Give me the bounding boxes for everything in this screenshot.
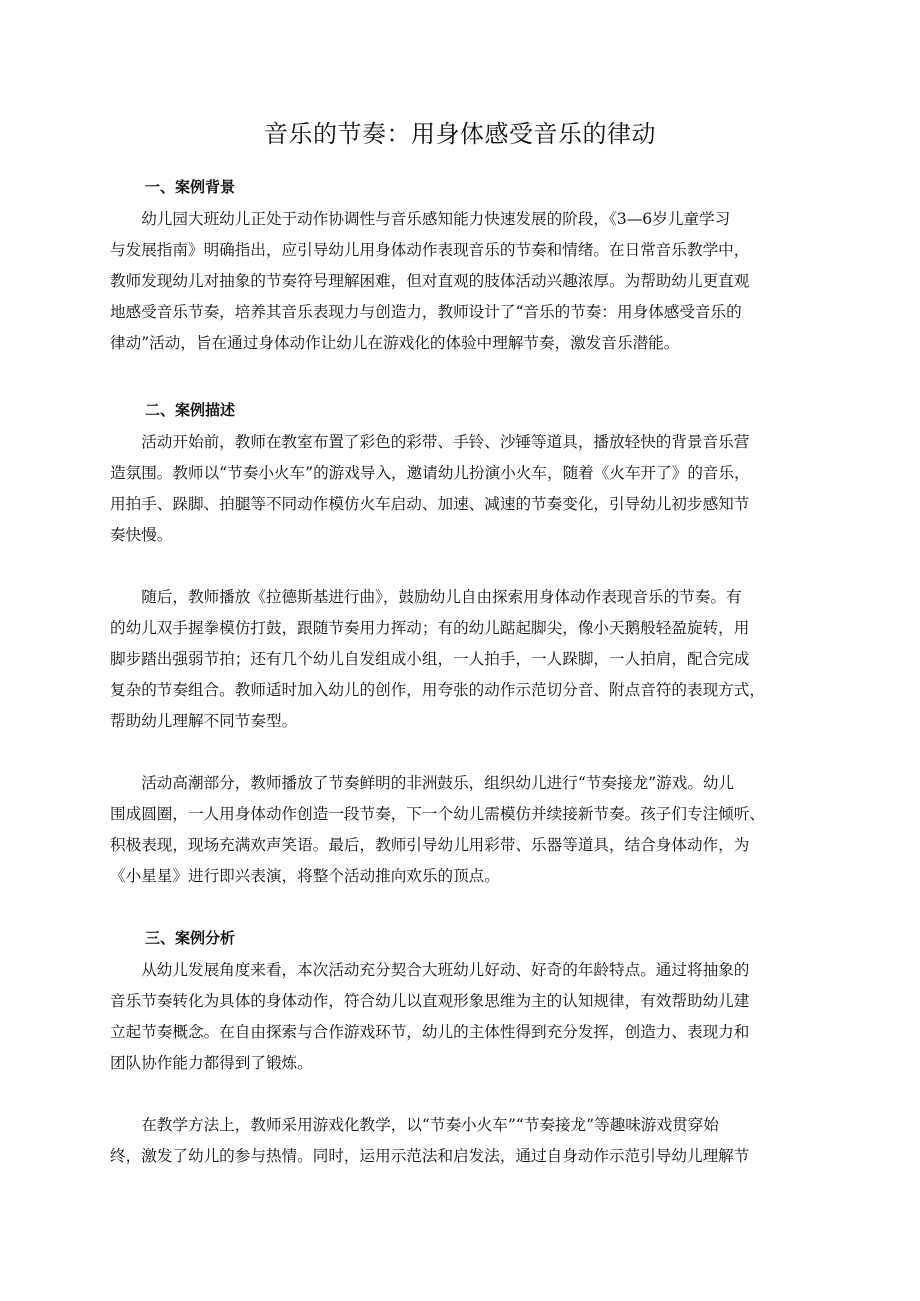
paragraph-analysis-2 [110, 1110, 810, 1172]
text-line: 立起节奏概念。在自由探索与合作游戏环节，幼儿的主体性得到充分发挥，创造力、表现力和 [110, 1023, 750, 1041]
text-line: 奏快慢。 [110, 526, 173, 544]
document-title: 音乐的节奏：用身体感受音乐的律动 [264, 120, 656, 148]
text-line: 用拍手、跺脚、拍腿等不同动作模仿火车启动、加速、减速的节奏变化，引导幼儿初步感知节 [110, 495, 750, 513]
text-line: 脚步踏出强弱节拍；还有几个幼儿自发组成小组，一人拍手，一人跺脚，一人拍肩，配合完成 [110, 650, 750, 668]
section-heading-analysis: 三、案例分析 [145, 929, 236, 947]
paragraph-description-2 [110, 582, 810, 737]
text-line: 造氛围。教师以“节奏小火车”的游戏导入，邀请幼儿扮演小火车，随着《火车开了》的音乐， [110, 464, 750, 482]
text-line: 从幼儿发展角度来看，本次活动充分契合大班幼儿好动、好奇的年龄特点。通过将抽象的 [141, 961, 750, 979]
paragraph-description-1 [110, 427, 810, 551]
text-line: 教师发现幼儿对抽象的节奏符号理解困难，但对直观的肢体活动兴趣浓厚。为帮助幼儿更直观 [110, 272, 750, 290]
section-heading-background: 一、案例背景 [145, 178, 236, 196]
section-heading-description: 二、案例描述 [145, 401, 236, 419]
text-line: 音乐节奏转化为具体的身体动作，符合幼儿以直观形象思维为主的认知规律，有效帮助幼儿建 [110, 992, 750, 1010]
paragraph-background [110, 204, 810, 359]
text-line: 幼儿园大班幼儿正处于动作协调性与音乐感知能力快速发展的阶段，《3—6岁儿童学习 [141, 210, 731, 228]
text-line: 活动开始前，教师在教室布置了彩色的彩带、手铃、沙锤等道具，播放轻快的背景音乐营 [141, 433, 750, 451]
text-line: 终，激发了幼儿的参与热情。同时，运用示范法和启发法，通过自身动作示范引导幼儿理解节 [110, 1147, 750, 1165]
text-line: 随后，教师播放《拉德斯基进行曲》，鼓励幼儿自由探索用身体动作表现音乐的节奏。有 [141, 588, 742, 606]
text-line: 围成圆圈，一人用身体动作创造一段节奏，下一个幼儿需模仿并续接新节奏。孩子们专注倾听、 [110, 805, 765, 823]
text-line: 的幼儿双手握拳模仿打鼓，跟随节奏用力挥动；有的幼儿踮起脚尖，像小天鹅般轻盈旋转，用 [110, 619, 750, 637]
text-line: 律动”活动，旨在通过身体动作让幼儿在游戏化的体验中理解节奏，激发音乐潜能。 [110, 334, 680, 352]
text-line: 积极表现，现场充满欢声笑语。最后，教师引导幼儿用彩带、乐器等道具，结合身体动作，为 [110, 836, 750, 854]
text-line: 地感受音乐节奏，培养其音乐表现力与创造力，教师设计了“音乐的节奏：用身体感受音乐的 [110, 303, 742, 321]
text-line: 活动高潮部分，教师播放了节奏鲜明的非洲鼓乐，组织幼儿进行“节奏接龙”游戏。幼儿 [141, 774, 735, 792]
text-line: 团队协作能力都得到了锻炼。 [110, 1054, 313, 1072]
paragraph-analysis-1 [110, 955, 810, 1079]
text-line: 复杂的节奏组合。教师适时加入幼儿的创作，用夸张的动作示范切分音、附点音符的表现方式， [110, 681, 765, 699]
text-line: 与发展指南》明确指出，应引导幼儿用身体动作表现音乐的节奏和情绪。在日常音乐教学中， [110, 241, 750, 259]
text-line: 帮助幼儿理解不同节奏型。 [110, 712, 298, 730]
text-line: 《小星星》进行即兴表演，将整个活动推向欢乐的顶点。 [110, 867, 500, 885]
text-line: 在教学方法上，教师采用游戏化教学，以“节奏小火车”“节奏接龙”等趣味游戏贯穿始 [141, 1116, 719, 1134]
paragraph-description-3 [110, 768, 810, 892]
